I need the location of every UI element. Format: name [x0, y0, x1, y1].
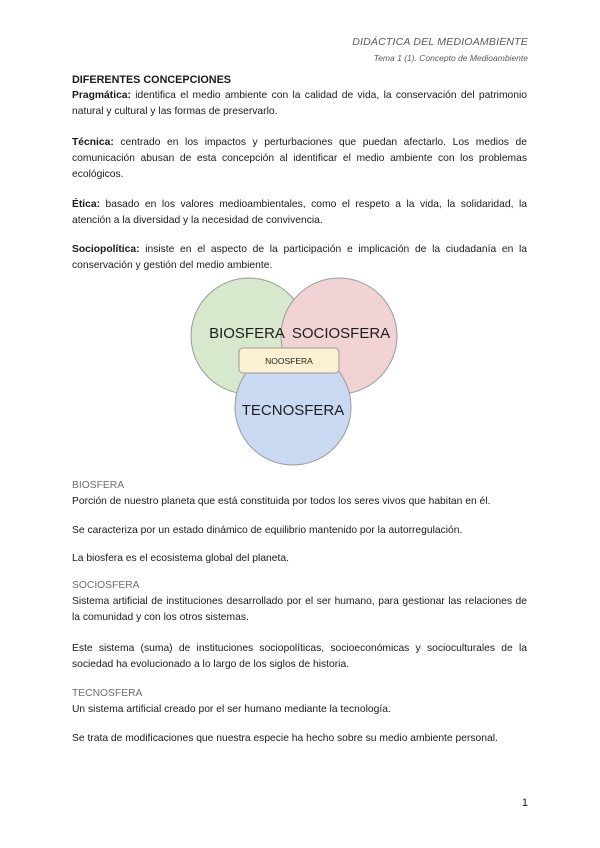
biosfera-p3-block — [72, 551, 527, 567]
tecnosfera-p1: Un sistema artificial creado por el ser humano mediante la tecnología. — [72, 704, 391, 715]
term-sociopolitica: Sociopolítica: — [72, 244, 140, 255]
header-title: DIDÁCTICA DEL MEDIOAMBIENTE — [352, 36, 528, 48]
sociosfera-p2: Este sistema (suma) de instituciones sociopolíticas, socioeconómicas y socioculturales de la sociedad ha evolucionado a lo largo de los siglos de historia. — [72, 643, 527, 670]
biosfera-label: BIOSFERA — [209, 325, 285, 342]
term-etica: Ética: — [72, 199, 101, 210]
term-pragmatica: Pragmática: — [72, 90, 131, 101]
page-number: 1 — [521, 797, 528, 809]
section-title: DIFERENTES CONCEPCIONES — [72, 74, 231, 86]
sociosfera-label: SOCIOSFERA — [291, 325, 391, 342]
biosfera-p1: Porción de nuestro planeta que está constituida por todos los seres vivos que habitan en él. — [72, 496, 491, 507]
tecnosfera-title: TECNOSFERA — [72, 688, 143, 699]
section-tecnosfera — [72, 686, 527, 718]
biosfera-p2: Se caracteriza por un estado dinámico de equilibrio mantenido por la autorregulación. — [72, 525, 463, 536]
sociosfera-p1: Sistema artificial de instituciones desarrollado por el ser humano, para gestionar las relaciones de la comunidad y con los otros sistemas. — [72, 596, 527, 623]
term-tecnica: Técnica: — [72, 137, 114, 148]
biosfera-title: BIOSFERA — [72, 480, 125, 491]
sociosfera-title: SOCIOSFERA — [72, 580, 140, 591]
text-sociopolitica: insiste en el aspecto de la participación e implicación de la ciudadanía en la conservación y gestión del medio ambiente. — [72, 244, 527, 271]
tecnosfera-p2-block — [72, 731, 527, 747]
noosfera-label: NOOSFERA — [265, 356, 313, 366]
section-sociosfera — [72, 578, 527, 626]
text-pragmatica: identifica el medio ambiente con la calidad de vida, la conservación del patrimonio natural y cultural y las formas de preservarlo. — [72, 90, 527, 117]
sociosfera-p2-block — [72, 641, 527, 673]
tecnosfera-label: TECNOSFERA — [241, 402, 345, 419]
text-etica: basado en los valores medioambientales, como el respeto a la vida, la solidaridad, la atención a la diversidad y la necesidad de convivencia. — [72, 199, 527, 226]
tecnosfera-p2: Se trata de modificaciones que nuestra especie ha hecho sobre su medio ambiente personal. — [72, 733, 498, 744]
header-subtitle: Tema 1 (1). Concepto de Medioambiente — [373, 53, 528, 63]
text-tecnica: centrado en los impactos y perturbaciones que puedan afectarlo. Los medios de comunicación abusan de esta concepción al identificar el medio ambiente con los problemas ecológicos. — [72, 137, 527, 180]
section-biosfera — [72, 478, 527, 510]
biosfera-p3: La biosfera es el ecosistema global del planeta. — [72, 553, 289, 564]
biosfera-p2-block — [72, 523, 527, 539]
